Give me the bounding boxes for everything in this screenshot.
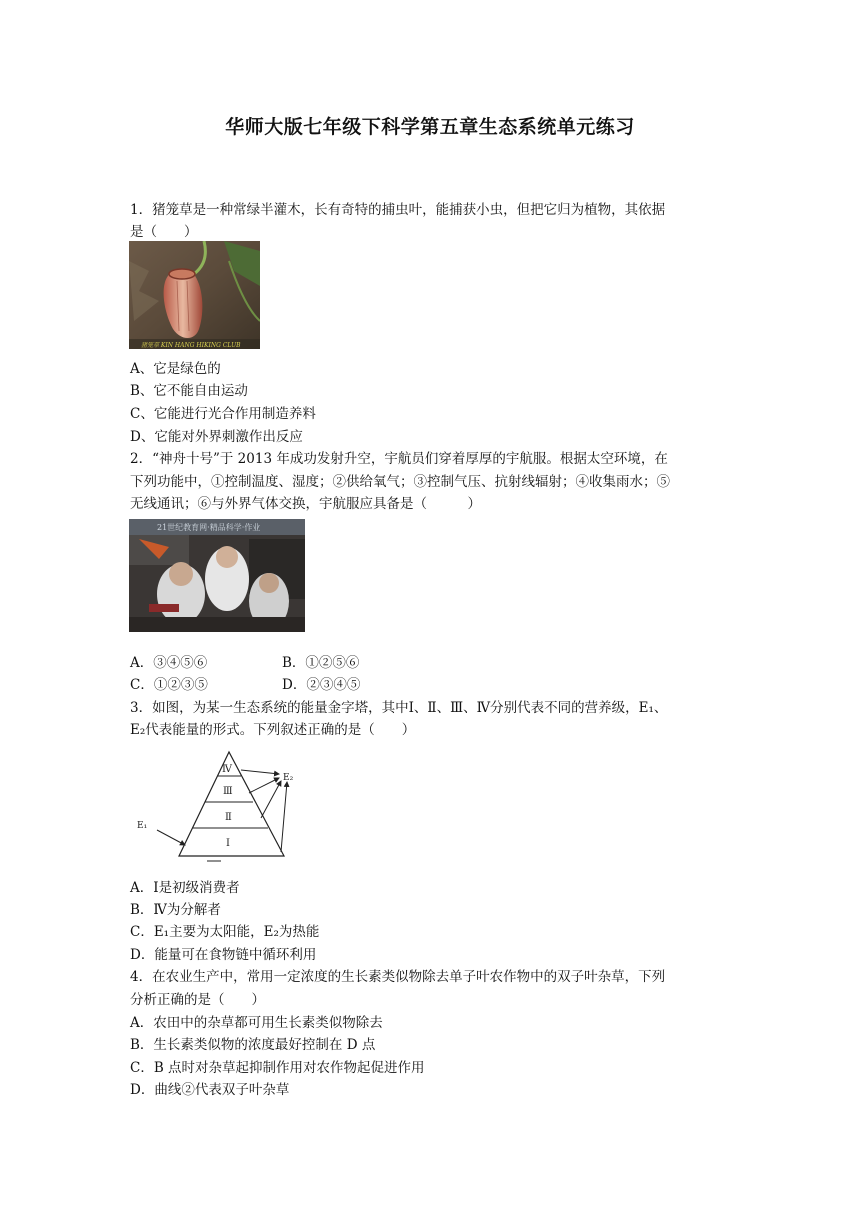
- page-title: 华师大版七年级下科学第五章生态系统单元练习: [225, 116, 635, 138]
- q2-option-b: B．①②⑤⑥: [282, 655, 360, 671]
- q3-option-c: C．E₁主要为太阳能，E₂为热能: [130, 924, 320, 940]
- q1-option-a: A、它是绿色的: [130, 361, 221, 377]
- q3-option-d: D．能量可在食物链中循环利用: [130, 947, 317, 963]
- q2-stem-line1: 2．“神舟十号”于 2013 年成功发射升空，宇航员们穿着厚厚的宇航服。根据太空环境，在: [130, 451, 668, 467]
- label-e1: E₁: [137, 821, 148, 831]
- q4-option-a: A．农田中的杂草都可用生长素类似物除去: [130, 1015, 383, 1031]
- pyramid-level-4: Ⅳ: [222, 764, 232, 775]
- q4-option-c: C．B 点时对杂草起抑制作用对农作物起促进作用: [130, 1060, 425, 1076]
- q2-option-d: D．②③④⑤: [282, 677, 361, 693]
- q4-option-b: B．生长素类似物的浓度最好控制在 D 点: [130, 1037, 376, 1053]
- q3-option-b: B．Ⅳ为分解者: [130, 902, 221, 918]
- q2-stem-line2: 下列功能中，①控制温度、湿度；②供给氧气；③控制气压、抗射线辐射；④收集雨水；⑤: [130, 474, 670, 490]
- q4-option-d: D．曲线②代表双子叶杂草: [130, 1082, 290, 1098]
- pitcher-plant-photo: [129, 241, 260, 349]
- q2-photo-watermark: 21世纪教育网·精品科学·作业: [157, 523, 261, 532]
- q1-option-c: C、它能进行光合作用制造养料: [130, 406, 316, 422]
- q2-stem-line3: 无线通讯；⑥与外界气体交换，宇航服应具备是（ ）: [130, 496, 481, 512]
- q2-options-row2: [130, 673, 360, 693]
- energy-pyramid-diagram: [129, 748, 319, 866]
- q1-option-b: B、它不能自由运动: [130, 383, 248, 399]
- q3-option-a: A．Ⅰ是初级消费者: [130, 880, 240, 896]
- q4-stem-line2: 分析正确的是（ ）: [130, 992, 265, 1008]
- q2-options-row1: [130, 651, 359, 671]
- q1-option-d: D、它能对外界刺激作出反应: [130, 429, 303, 445]
- pyramid-level-1: Ⅰ: [226, 838, 230, 849]
- q4-stem-line1: 4．在农业生产中，常用一定浓度的生长素类似物除去单子叶农作物中的双子叶杂草，下列: [130, 969, 666, 985]
- pyramid-level-3: Ⅲ: [223, 786, 233, 797]
- q1-stem-line2: 是（ ）: [130, 224, 198, 240]
- q1-photo-watermark: 猪笼草 KIN HANG HIKING CLUB: [141, 342, 241, 349]
- q3-stem-line1: 3．如图，为某一生态系统的能量金字塔，其中Ⅰ、Ⅱ、Ⅲ、Ⅳ分别代表不同的营养级，E₁、: [130, 700, 668, 716]
- q2-option-a: A．③④⑤⑥: [130, 655, 208, 671]
- q3-stem-line2: E₂代表能量的形式。下列叙述正确的是（ ）: [130, 722, 416, 738]
- astronauts-photo: [129, 519, 305, 632]
- q1-stem-line1: 1．猪笼草是一种常绿半灌木，长有奇特的捕虫叶，能捕获小虫，但把它归为植物，其依据: [130, 202, 666, 218]
- pyramid-level-2: Ⅱ: [225, 812, 232, 823]
- label-e2: E₂: [283, 773, 294, 783]
- q2-option-c: C．①②③⑤: [130, 677, 208, 693]
